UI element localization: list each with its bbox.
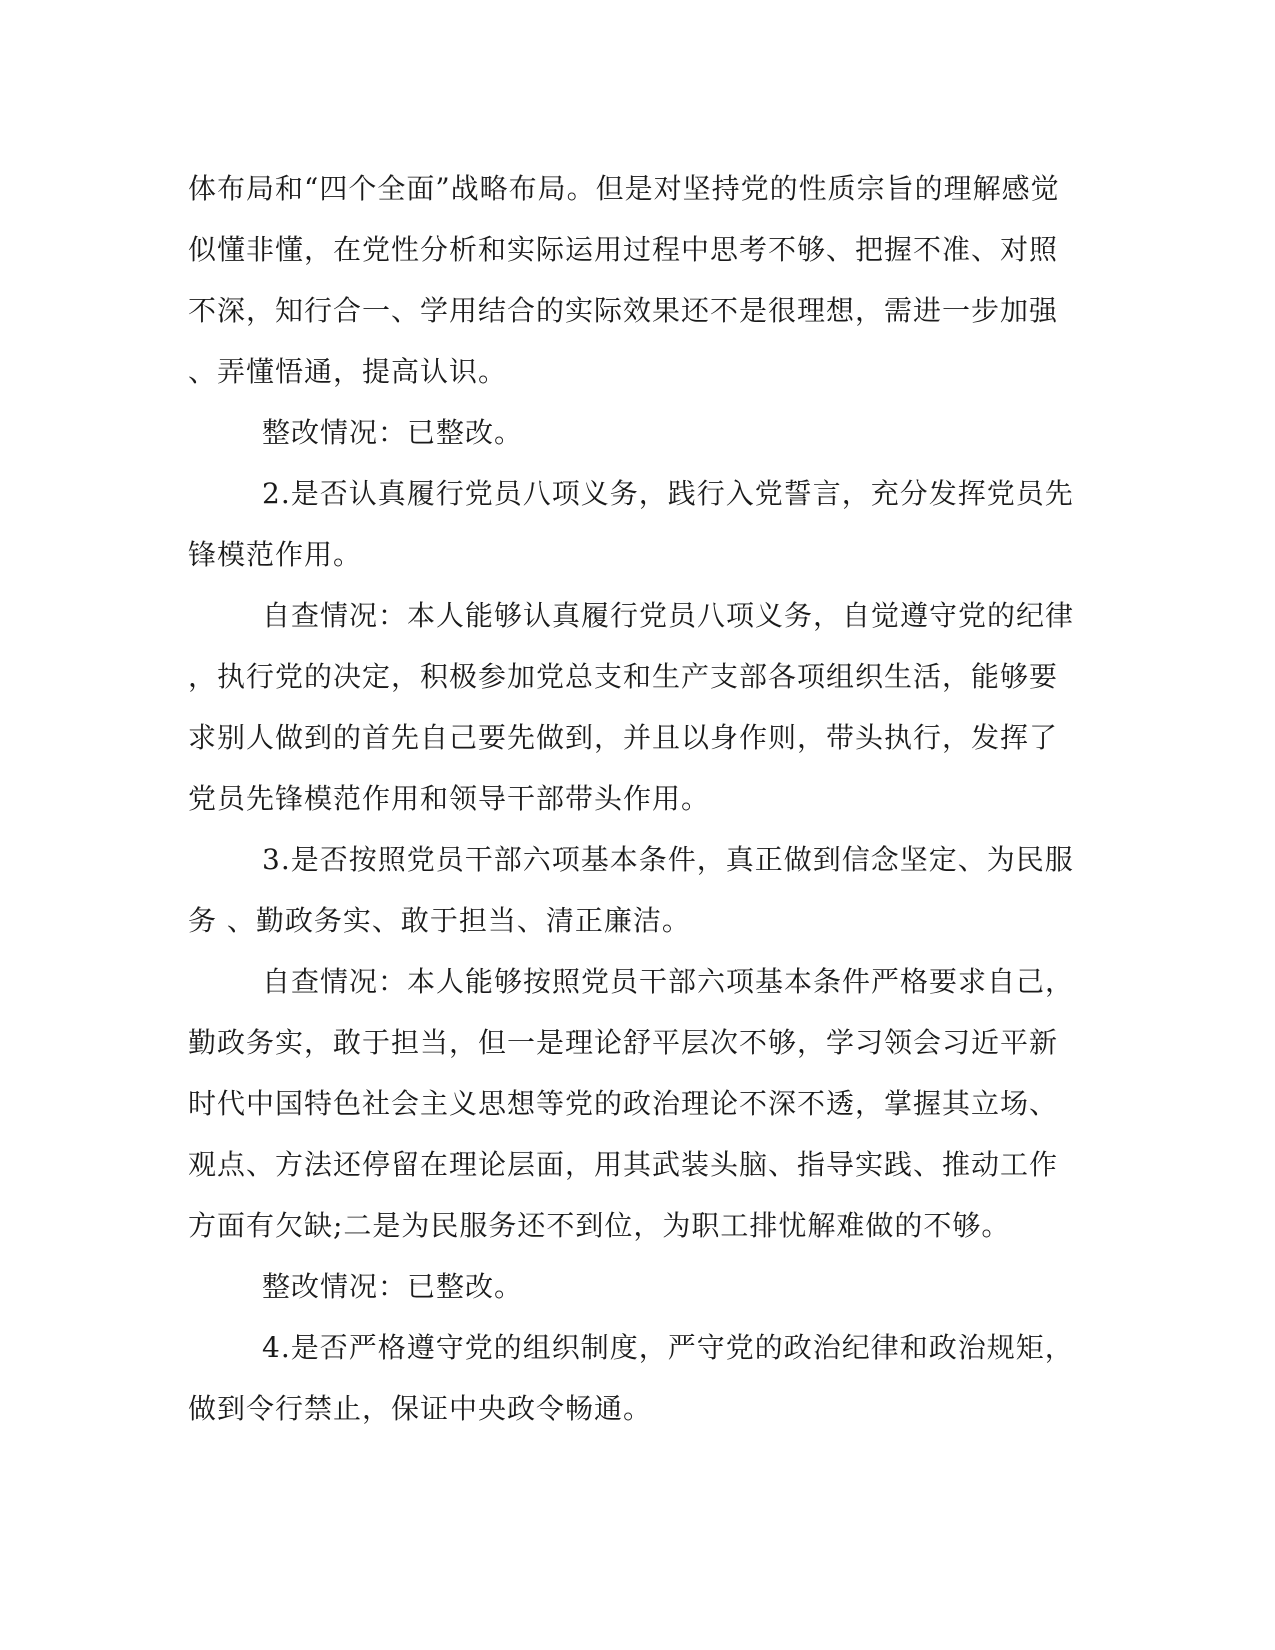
text-line: ，执行党的决定，积极参加党总支和生产支部各项组织生活，能够要 xyxy=(188,660,1059,693)
text-line: 锋模范作用。 xyxy=(188,538,363,571)
text-line: 时代中国特色社会主义思想等党的政治理论不深不透，掌握其立场、 xyxy=(188,1087,1059,1120)
text-line: 勤政务实，敢于担当，但一是理论舒平层次不够，学习领会习近平新 xyxy=(188,1026,1059,1059)
text-line: 做到令行禁止，保证中央政令畅通。 xyxy=(188,1392,653,1425)
body-text xyxy=(188,158,1075,1439)
self-check-paragraph: 自查情况：本人能够按照党员干部六项基本条件严格要求自己， xyxy=(262,965,1075,998)
text-line: 不深，知行合一、学用结合的实际效果还不是很理想，需进一步加强 xyxy=(188,294,1059,327)
rectification-status: 整改情况：已整改。 xyxy=(262,1270,524,1303)
text-line: 方面有欠缺;二是为民服务还不到位，为职工排忧解难做的不够。 xyxy=(188,1209,1011,1242)
self-check-paragraph: 自查情况：本人能够认真履行党员八项义务，自觉遵守党的纪律 xyxy=(262,599,1075,632)
item-heading-3: 3.是否按照党员干部六项基本条件，真正做到信念坚定、为民服 xyxy=(262,843,1074,876)
item-heading-4: 4.是否严格遵守党的组织制度，严守党的政治纪律和政治规矩， xyxy=(262,1331,1074,1364)
text-line: 、弄懂悟通，提高认识。 xyxy=(188,355,508,388)
rectification-status: 整改情况：已整改。 xyxy=(262,416,524,449)
text-line: 务 、勤政务实、敢于担当、清正廉洁。 xyxy=(188,904,691,937)
text-line: 体布局和“四个全面”战略布局。但是对坚持党的性质宗旨的理解感觉 xyxy=(188,172,1060,205)
text-line: 观点、方法还停留在理论层面，用其武装头脑、指导实践、推动工作 xyxy=(188,1148,1059,1181)
text-line: 求别人做到的首先自己要先做到，并且以身作则，带头执行，发挥了 xyxy=(188,721,1059,754)
item-heading-2: 2.是否认真履行党员八项义务，践行入党誓言，充分发挥党员先 xyxy=(262,477,1074,510)
text-line: 党员先锋模范作用和领导干部带头作用。 xyxy=(188,782,711,815)
text-line: 似懂非懂，在党性分析和实际运用过程中思考不够、把握不准、对照 xyxy=(188,233,1059,266)
